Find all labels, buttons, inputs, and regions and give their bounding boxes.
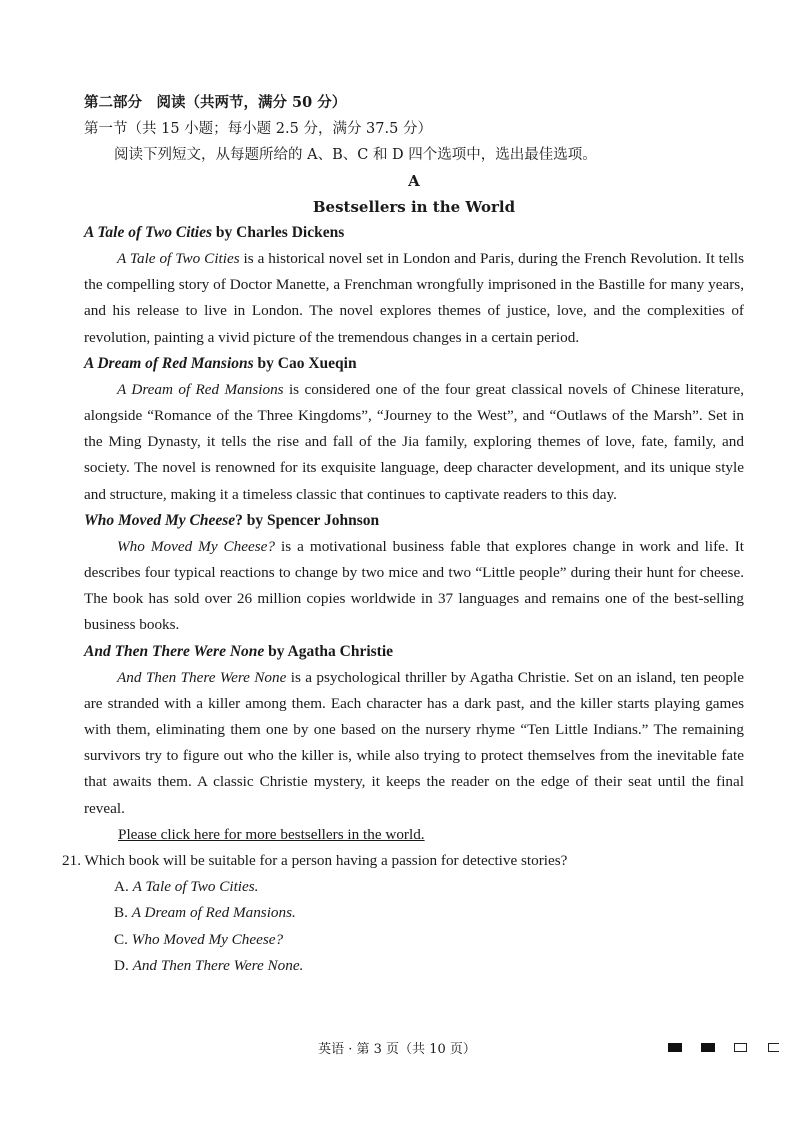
option-text: A Tale of Two Cities. (132, 877, 259, 895)
book-title: A Dream of Red Mansions (84, 354, 254, 372)
more-bestsellers-link[interactable]: Please click here for more bestsellers in the world. (118, 825, 425, 843)
page-content (62, 90, 744, 980)
desc-text: is a historical novel set in London and Paris, during the French Revolution. It tells the compelling story of Doctor Manette, a Frenchman wrongfully imprisoned in the Bastille for many years, and his release to live in London. The novel explores themes of justice, love, and the complexities of revolution, painting a vivid picture of the tremendous changes in a certain period. (84, 250, 744, 346)
book-title: And Then There Were None (84, 642, 265, 660)
option-label: D. (114, 957, 133, 975)
desc-title: Who Moved My Cheese? (117, 537, 276, 555)
book-description (84, 246, 744, 351)
desc-text: is a psychological thriller by Agatha Christie. Set on an island, ten people are stranded with a killer among them. Each character has a dark past, and the killer starts playing games with them, eliminating them one by one based on the nursery rhyme “Ten Little Indians.” The remaining survivors try to figure out who the killer is, while also trying to protect themselves from the inevitable fate that awaits them. A classic Christie mystery, it keeps the reader on the edge of their seat until the final reveal. (84, 668, 744, 817)
book-entry (84, 351, 744, 508)
book-heading (84, 351, 744, 377)
book-heading (84, 220, 744, 246)
desc-title: A Dream of Red Mansions (117, 380, 284, 398)
filled-mark-icon (701, 1043, 715, 1052)
book-entry (84, 220, 744, 351)
passage-title: Bestsellers in the World (312, 198, 516, 216)
book-title: Who Moved My Cheese (84, 511, 236, 529)
book-description (84, 377, 744, 508)
book-heading (84, 508, 744, 534)
desc-title: And Then There Were None (117, 668, 287, 686)
option-label: B. (114, 904, 132, 922)
subsection-header: 第一节（共 15 小题；每小题 2.5 分，满分 37.5 分） (84, 121, 432, 137)
empty-mark-icon (734, 1043, 747, 1052)
desc-text: is a motivational business fable that explores change in work and life. It describes four typical reactions to change by two mice and two “Little people” during their hunt for cheese. The book has sold over 26 million copies worldwide in 37 languages and remains one of the best-selling business books. (84, 537, 744, 634)
option-text: A Dream of Red Mansions. (131, 904, 296, 922)
desc-title: A Tale of Two Cities (117, 250, 240, 267)
option-d[interactable] (84, 953, 744, 980)
book-entry (84, 639, 744, 822)
book-entry (84, 508, 744, 639)
page-footer: 英语 · 第 3 页（共 10 页） (318, 1042, 476, 1057)
book-author: ? by Spencer Johnson (235, 511, 380, 529)
book-author: by Charles Dickens (212, 224, 345, 241)
book-description (84, 665, 744, 822)
filled-mark-icon (668, 1043, 682, 1052)
question-number: 21. (62, 851, 81, 869)
book-heading (84, 639, 744, 665)
desc-text: is considered one of the four great classical novels of Chinese literature, alongside “Romance of the Three Kingdoms”, “Journey to the West”, and “Outlaws of the Marsh”. Set in the Ming Dynasty, it tells the rise and fall of the Jia family, exploring themes of love, fate, family, and society. The novel is renowned for its exquisite language, deep character development, and its unique style and structure, making it a timeless classic that continues to captivate readers to this day. (84, 380, 744, 503)
book-author: by Cao Xueqin (253, 354, 357, 372)
partial-mark-icon (768, 1043, 779, 1052)
passage-letter: A (408, 172, 420, 190)
instructions: 阅读下列短文，从每题所给的 A、B、C 和 D 四个选项中，选出最佳选项。 (114, 147, 597, 163)
option-text: Who Moved My Cheese? (131, 930, 284, 948)
option-label: C. (114, 930, 132, 948)
book-author: by Agatha Christie (264, 642, 394, 660)
question-text: Which book will be suitable for a person having a passion for detective stories? (80, 851, 568, 869)
book-title: A Tale of Two Cities (84, 224, 213, 241)
option-c[interactable] (84, 927, 744, 954)
option-text: And Then There Were None. (132, 957, 304, 975)
option-label: A. (114, 877, 133, 895)
question-21 (62, 848, 744, 874)
option-b[interactable] (84, 900, 744, 927)
option-a[interactable] (84, 874, 744, 901)
section-header: 第二部分 阅读（共两节，满分 50 分） (84, 94, 347, 111)
book-description (84, 534, 744, 639)
